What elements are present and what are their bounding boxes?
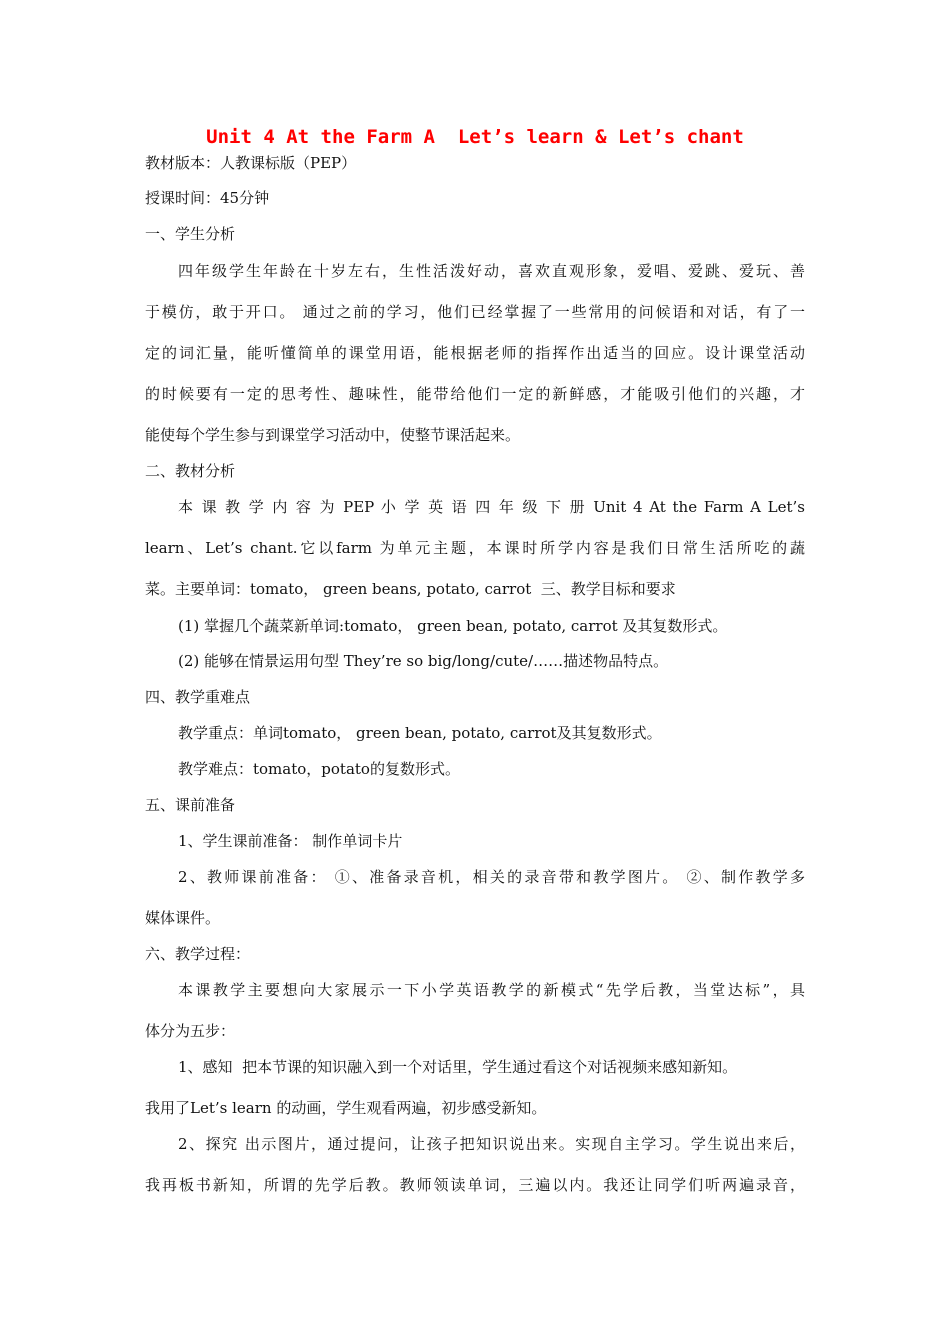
objective-item: (1) 掌握几个蔬菜新单词:tomato， green bean, potato, carrot 及其复数形式。 xyxy=(178,617,728,635)
paragraph-line: 能使每个学生参与到课堂学习活动中，使整节课活起来。 xyxy=(145,426,521,444)
paragraph-line: 我用了Let’s learn 的动画，学生观看两遍，初步感受新知。 xyxy=(145,1099,547,1117)
step-item: 1、感知 把本节课的知识融入到一个对话里，学生通过看这个对话视频来感知新知。 xyxy=(178,1058,738,1076)
preparation-item: 1、学生课前准备： 制作单词卡片 xyxy=(178,832,403,850)
textbook-version: 教材版本：人教课标版（PEP） xyxy=(145,154,357,172)
step-item: 2、探究 出示图片，通过提问，让孩子把知识说出来。实现自主学习。学生说出来后， xyxy=(178,1135,805,1153)
paragraph-line: 菜。主要单词：tomato， green beans, potato, carrot 三、教学目标和要求 xyxy=(145,580,676,598)
document-title: Unit 4 At the Farm A Let’s learn & Let’s chant xyxy=(206,126,744,148)
difficult-point: 教学难点：tomato，potato的复数形式。 xyxy=(178,760,460,778)
paragraph-line: 体分为五步： xyxy=(145,1022,236,1040)
paragraph-line: 媒体课件。 xyxy=(145,909,221,927)
paragraph-line: 本 课 教 学 内 容 为 PEP 小 学 英 语 四 年 级 下 册 Unit 4 At the Farm A Let’s xyxy=(178,498,805,516)
preparation-item: 2、教师课前准备： ①、准备录音机，相关的录音带和教学图片。 ②、制作教学多 xyxy=(178,868,805,886)
paragraph-line: 四年级学生年龄在十岁左右，生性活泼好动，喜欢直观形象，爱唱、爱跳、爱玩、善 xyxy=(178,262,805,280)
section-heading-preparation: 五、课前准备 xyxy=(145,796,236,814)
section-heading-teaching-process: 六、教学过程： xyxy=(145,945,251,963)
paragraph-line: learn、Let’s chant.它以farm 为单元主题，本课时所学内容是我们日常生活所吃的蔬 xyxy=(145,539,805,557)
paragraph-line: 定的词汇量，能听懂简单的课堂用语，能根据老师的指挥作出适当的回应。设计课堂活动 xyxy=(145,344,805,362)
objective-item: (2) 能够在情景运用句型 They’re so big/long/cute/……描述物品特点。 xyxy=(178,652,669,670)
section-heading-key-points: 四、教学重难点 xyxy=(145,688,251,706)
section-heading-material-analysis: 二、教材分析 xyxy=(145,462,236,480)
paragraph-line: 我再板书新知，所谓的先学后教。教师领读单词，三遍以内。我还让同学们听两遍录音， xyxy=(145,1176,805,1194)
class-duration: 授课时间：45分钟 xyxy=(145,189,270,207)
section-heading-student-analysis: 一、学生分析 xyxy=(145,225,236,243)
paragraph-line: 于模仿，敢于开口。 通过之前的学习，他们已经掌握了一些常用的问候语和对话，有了一 xyxy=(145,303,805,321)
paragraph-line: 本课教学主要想向大家展示一下小学英语教学的新模式“先学后教，当堂达标”，具 xyxy=(178,981,805,999)
key-point: 教学重点：单词tomato， green bean, potato, carrot及其复数形式。 xyxy=(178,724,662,742)
paragraph-line: 的时候要有一定的思考性、趣味性，能带给他们一定的新鲜感，才能吸引他们的兴趣，才 xyxy=(145,385,805,403)
